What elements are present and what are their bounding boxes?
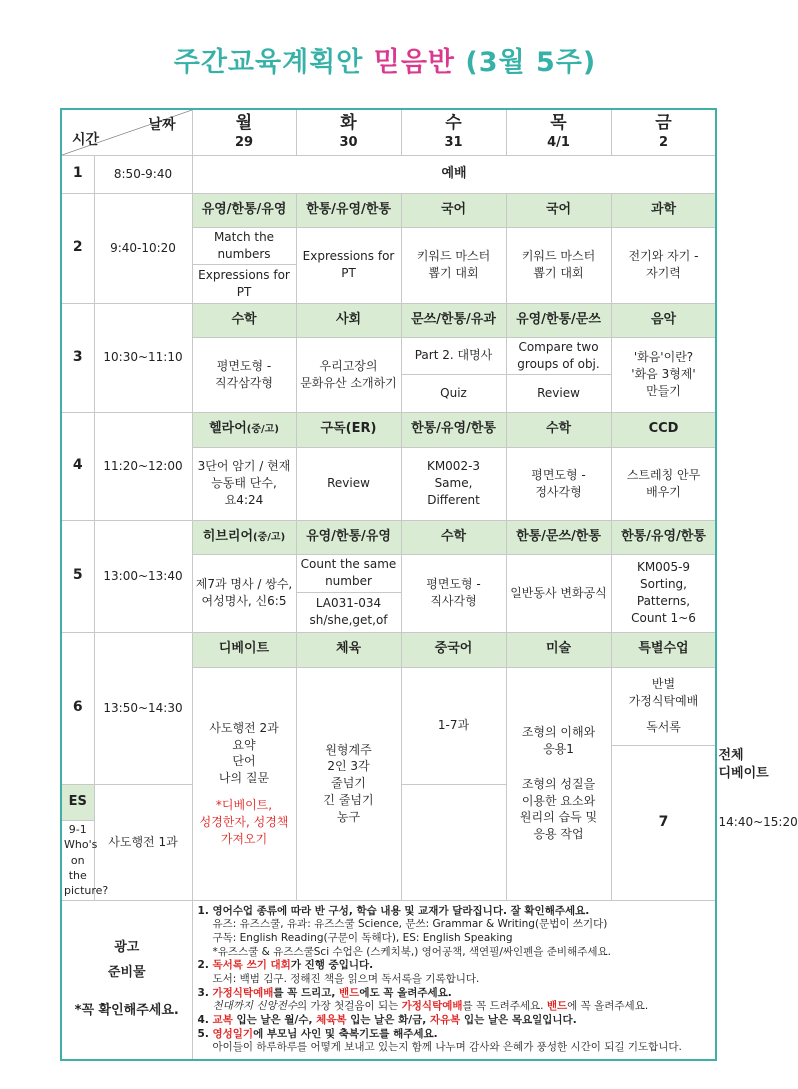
lesson-cell: 조형의 이해와 응용1 조형의 성질을 이용한 요소와 원리의 습득 및 응용 작업 xyxy=(506,667,611,900)
lesson-cell: Expressions for PT xyxy=(192,264,296,303)
lesson-cell: LA031-034 sh/she,get,of xyxy=(296,592,401,632)
period-time: 13:00~13:40 xyxy=(94,520,192,632)
period-number: 3 xyxy=(61,303,94,412)
title-class: 믿음반 xyxy=(373,47,455,78)
subject-cell: 한통/유영/한통 xyxy=(401,412,506,447)
lesson-cell: Compare two groups of obj. xyxy=(506,337,611,374)
subject-cell: 사회 xyxy=(296,303,401,337)
subject-cell: 체육 xyxy=(296,632,401,667)
lesson-cell: 1-7과 xyxy=(401,667,506,784)
lesson-cell: 우리고장의 문화유산 소개하기 xyxy=(296,337,401,412)
day-header-wed: 수 31 xyxy=(401,109,506,155)
lesson-cell: 키워드 마스터 뽑기 대회 xyxy=(401,227,506,303)
lesson-cell: Expressions for PT xyxy=(296,227,401,303)
lesson-cell: Match the numbers xyxy=(192,227,296,264)
lesson-cell: 3단어 암기 / 현재 능동태 단수, 요4:24 xyxy=(192,447,296,520)
lesson-cell: 원형계주 2인 3각 줄넘기 긴 줄넘기 농구 xyxy=(296,667,401,900)
worship-event: 예배 xyxy=(192,155,716,193)
lesson-cell: 평면도형 - 직사각형 xyxy=(401,554,506,632)
subject-cell: 한통/유영/한통 xyxy=(611,520,716,554)
period-number: 2 xyxy=(61,193,94,303)
header-corner xyxy=(61,109,192,155)
lesson-cell: 전기와 자기 - 자기력 xyxy=(611,227,716,303)
subject-cell: 수학 xyxy=(401,520,506,554)
subject-cell: 히브리어(중/고) xyxy=(192,520,296,554)
subject-cell: 헬라어(중/고) xyxy=(192,412,296,447)
subject-cell: CCD xyxy=(611,412,716,447)
subject-cell: 유영/한통/유영 xyxy=(192,193,296,227)
lesson-cell: Review xyxy=(506,374,611,412)
note-item: 1. 영어수업 종류에 따라 반 구성, 학습 내용 및 교재가 달라집니다. 잘 확인해주세요. xyxy=(213,905,710,919)
lesson-cell: 사도행전 2과 요약 단어 나의 질문 *디베이트, 성경한자, 성경책 가져오기 xyxy=(192,667,296,900)
lesson-cell: 반별 가정식탁예배 독서록 xyxy=(611,667,716,745)
lesson-cell: '화음'이란? '화음 3형제' 만들기 xyxy=(611,337,716,412)
title-week: (3월 5주) xyxy=(465,47,597,78)
period-time: 13:50~14:30 xyxy=(94,632,192,784)
lesson-cell: 평면도형 - 정사각형 xyxy=(506,447,611,520)
subject-cell: 국어 xyxy=(506,193,611,227)
note-item: 5. 영성일기에 부모님 사인 및 축복기도를 해주세요. xyxy=(213,1028,710,1042)
lesson-cell: 키워드 마스터 뽑기 대회 xyxy=(506,227,611,303)
subject-cell: 유영/한통/유영 xyxy=(296,520,401,554)
period-number: 7 xyxy=(611,745,716,900)
subject-cell: 수학 xyxy=(506,412,611,447)
period-time: 8:50-9:40 xyxy=(94,155,192,193)
day-header-fri: 금 2 xyxy=(611,109,716,155)
note-item: 3. 가정식탁예배를 꼭 드리고, 밴드에도 꼭 올려주세요. xyxy=(213,987,710,1001)
lesson-cell: KM002-3 Same, Different xyxy=(401,447,506,520)
subject-cell: 중국어 xyxy=(401,632,506,667)
day-header-tue: 화 30 xyxy=(296,109,401,155)
period-number: 1 xyxy=(61,155,94,193)
title-main: 주간교육계획안 xyxy=(173,47,364,78)
notes-list: 1. 영어수업 종류에 따라 반 구성, 학습 내용 및 교재가 달라집니다. 잘 확인해주세요. 유즈: 유즈스쿨, 유과: 유즈스쿨 Science, 문쓰: Grammar & Writing(문법이 쓰기다) 구독: English Reading(구문이 독해다), ES: English Speaking *유즈스쿨 & 유즈스쿨Sci 수업은 (스케치북,) 영어공책, 색연필/싸인펜을 준비해주세요. 2. 독서록 쓰기 대회가 진행 중입니다. 도서: 백범 김구. 정해진 책을 읽으며 독서록을 기록합니다. 3. 가정식탁예배를 꼭 드리고, 밴드에도 꼭 올려주세요. 천대까지 신앙전수의 가장 첫걸음이 되는 가정식탁예배를 꼭 드려주세요. 밴드에 꼭 올려주세요. 4. 교복 입는 날은 월/수, 체육복 입는 날은 화/금, 자유복 입는 날은 목요일입니다. 5. 영성일기에 부모님 사인 및 축복기도를 해주세요. 아이들이 하루하루를 어떻게 보내고 있는지 함께 나누며 감사와 은혜가 풍성한 시간이 되길 기도합니다. xyxy=(192,900,716,1060)
period-number: 4 xyxy=(61,412,94,520)
subject-cell: 구독(ER) xyxy=(296,412,401,447)
lesson-cell: Part 2. 대명사 xyxy=(401,337,506,374)
subject-cell: 디베이트 xyxy=(192,632,296,667)
subject-cell: 과학 xyxy=(611,193,716,227)
day-header-thu: 목 4/1 xyxy=(506,109,611,155)
period-number: 6 xyxy=(61,632,94,784)
subject-cell: 미술 xyxy=(506,632,611,667)
lesson-cell: Quiz xyxy=(401,374,506,412)
bring-items-note: *디베이트, 성경한자, 성경책 가져오기 xyxy=(199,798,289,846)
lesson-cell: Count the same number xyxy=(296,554,401,592)
period-time: 10:30~11:10 xyxy=(94,303,192,412)
date-label: 날짜 xyxy=(148,117,176,133)
lesson-cell: Review xyxy=(296,447,401,520)
subject-cell: ES xyxy=(61,784,94,820)
day-header-mon: 월 29 xyxy=(192,109,296,155)
lesson-cell: 사도행전 1과 xyxy=(94,784,192,900)
subject-cell: 수학 xyxy=(192,303,296,337)
page-title xyxy=(0,40,770,79)
weekly-plan-table: 날짜 시간 월 29 화 30 수 31 목 4/1 금 2 1 8:50-9:40 예배 2 9:40-10:20 유영/한통/유영 한통/유영/한통 국어 국어 과학 Match the numbers Expressions for PT 키워드 마스터 뽑기 대회 키워드 마스터 뽑기 대회 전기와 자기 - 자기력 Expressions for PT 3 10:30~11:10 수학 사회 문쓰/한통/유과 유영/한통/문쓰 음악 평면도형 - 직각삼각형 우리고장의 문화유산 소개하기 Part 2. 대명사 Compare two groups of obj. '화음'이란? '화음 3형제' 만들기 Quiz Review 4 11:20~12:00 헬라어(중/고) 구독(ER) 한통/유영/한통 수학 CCD 3단어 암기 / 현재 능동태 단수, 요4:24 Review KM002-3 Same, Different 평면도형 - 정사각형 스트레칭 안무 배우기 5 13:00~13:40 히브리어(중/고) 유영/한통/유영 수학 한통/문쓰/한통 한통/유영/한통 제7과 명사 / 쌍수,여성명사, 신6:5 Count the same number 평면도형 - 직사각형 일반동사 변화공식 KM005-9 Sorting, Patterns, Count 1~6 LA031-034 sh/she,get,of 6 13:50~14:30 디베이트 체육 중국어 미술 특별수업 사도행전 2과 요약 단어 나의 질문 *디베이트, 성경한자, 성경책 가져오기 원형계주 2인 3각 줄넘기 긴 줄넘기 농구 1-7과 조형의 이해와 응용1 조형의 성질을 이용한 요소와 원리의 습득 및 응용 작업 반별 가정식탁예배 독서록 7 14:40~15:20 전체 디베이트 ES 사도행전 1과 9-1 Who's on the picture? 광고 준비물 *꼭 확인해주세요. 1. 영어수업 종류에 따라 반 구성, 학습 내용 및 교재가 달라집니다. 잘 확인해주세요. 유즈: 유즈스쿨, 유과: 유즈스쿨 Science, 문쓰: Grammar & Writing(문법이 쓰기다) 구독: English Reading(구문이 독해다), ES: English Speaking *유즈스쿨 & 유즈스쿨Sci 수업은 (스케치북,) 영어공책, 색연필/싸인펜을 준비해주세요. 2. 독서록 쓰기 대회가 진행 중입니다. 도서: 백범 김구. 정해진 책을 읽으며 독서록을 기록합니다. 3. 가정식탁예배를 꼭 드리고, 밴드에도 꼭 올려주세요. 천대까지 신앙전수의 가장 첫걸음이 되는 가정식탁예배를 꼭 드려주세요. 밴드에 꼭 올려주세요. 4. 교복 입는 날은 월/수, 체육복 입는 날은 화/금, 자유복 입는 날은 목요일입니다. 5. 영성일기에 부모님 사인 및 축복기도를 해주세요. 아이들이 하루하루를 어떻게 보내고 있는지 함께 나누며 감사와 은혜가 풍성한 시간이 되길 기도합니다. xyxy=(60,108,717,1061)
time-label: 시간 xyxy=(72,131,100,148)
note-item: 4. 교복 입는 날은 월/수, 체육복 입는 날은 화/금, 자유복 입는 날은 목요일입니다. xyxy=(213,1014,710,1028)
lesson-cell: KM005-9 Sorting, Patterns, Count 1~6 xyxy=(611,554,716,632)
lesson-cell: 평면도형 - 직각삼각형 xyxy=(192,337,296,412)
note-item: 2. 독서록 쓰기 대회가 진행 중입니다. xyxy=(213,959,710,973)
subject-cell: 국어 xyxy=(401,193,506,227)
subject-cell: 한통/유영/한통 xyxy=(296,193,401,227)
subject-cell: 문쓰/한통/유과 xyxy=(401,303,506,337)
notes-label-cell: 광고 준비물 *꼭 확인해주세요. xyxy=(61,900,192,1060)
period-number: 5 xyxy=(61,520,94,632)
lesson-cell: 스트레칭 안무 배우기 xyxy=(611,447,716,520)
lesson-cell: 제7과 명사 / 쌍수,여성명사, 신6:5 xyxy=(192,554,296,632)
subject-cell: 음악 xyxy=(611,303,716,337)
subject-cell: 특별수업 xyxy=(611,632,716,667)
period-time: 9:40-10:20 xyxy=(94,193,192,303)
lesson-cell: 일반동사 변화공식 xyxy=(506,554,611,632)
subject-cell: 유영/한통/문쓰 xyxy=(506,303,611,337)
lesson-cell: 9-1 Who's on the picture? xyxy=(61,820,94,900)
subject-cell: 한통/문쓰/한통 xyxy=(506,520,611,554)
period-time: 11:20~12:00 xyxy=(94,412,192,520)
